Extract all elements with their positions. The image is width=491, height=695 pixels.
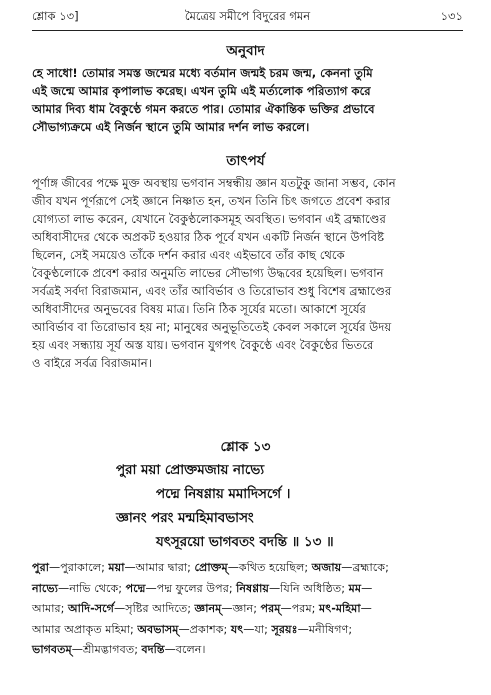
translation-heading: অনুবাদ xyxy=(226,43,265,59)
verse-line: পুরা ময়া প্রোক্তমজায় নাভ্যে xyxy=(116,463,265,478)
synonym-term: মৎ-মহিমা xyxy=(319,602,361,615)
synonym-meaning: — xyxy=(360,602,372,615)
purport-line: হয় এবং সন্ধ্যায় সূর্য অস্ত যায়। ভগবান যুগপৎ বৈকুণ্ঠে এবং বৈকুণ্ঠের ভিতরে xyxy=(32,338,374,352)
synonym-term: পদ্মে xyxy=(125,581,146,595)
synonym-term: নিষণ্ণায় xyxy=(236,581,269,595)
synonym-term: নাভ্যে xyxy=(32,581,58,595)
purport-heading: তাৎপর্য xyxy=(226,153,265,169)
purport-line: সর্বত্রই সর্বদা বিরাজমান, এবং তাঁর আবির্ভাব ও তিরোভাব শুধু বিশেষ ব্রহ্মাণ্ডের xyxy=(32,284,392,298)
synonym-term: অবভাসম্ xyxy=(137,622,179,636)
synonym-meaning: —ব্রহ্মাকে; xyxy=(341,561,389,574)
translation-text xyxy=(32,64,463,136)
translation-line: আমার দিব্য ধাম বৈকুণ্ঠে গমন করতে পার। তোমার ঐকান্তিক ভক্তির প্রভাবে xyxy=(32,102,375,116)
translation-line: সৌভাগ্যক্রমে এই নির্জন স্থানে তুমি আমার দর্শন লাভ করলে। xyxy=(32,120,310,134)
translation-line: হে সাধো! তোমার সমস্ত জন্মের মধ্যে বর্তমান জন্মই চরম জন্ম, কেননা তুমি xyxy=(32,66,373,80)
word-for-word-synonyms xyxy=(32,558,463,661)
synonym-line xyxy=(32,558,463,579)
purport-line: বৈকুণ্ঠলোকে প্রবেশ করার অনুমতি লাভের সৌভাগ্য উদ্ধবের হয়েছিল। ভগবান xyxy=(32,266,384,280)
synonym-meaning: —পুরাকালে; xyxy=(49,561,109,574)
synonym-term: আদি-সর্গে xyxy=(68,602,114,615)
header-verse-ref: শ্লোক ১৩] xyxy=(32,9,79,23)
synonym-meaning: —বলেন। xyxy=(164,643,206,656)
synonym-meaning: —যিনি অধিষ্ঠিত; xyxy=(268,581,349,595)
verse-heading: শ্লোক ১৩ xyxy=(220,439,271,455)
synonym-meaning: —পরম; xyxy=(280,602,319,615)
page-number: ১৩১ xyxy=(440,9,463,23)
purport-line: ছিলেন, সেই সময়েও তাঁকে দর্শন করার এবং এইভাবে তাঁর কাছ থেকে xyxy=(32,248,345,262)
synonym-term: জ্ঞানম্ xyxy=(194,602,222,615)
synonym-meaning: —নাভি থেকে; xyxy=(58,581,126,595)
synonym-meaning: —প্রকাশক; xyxy=(178,622,231,636)
synonym-term: বদন্তি xyxy=(141,643,165,656)
synonym-term: মম xyxy=(348,581,362,595)
synonym-line xyxy=(32,640,463,661)
purport-line: পূর্ণাঙ্গ জীবের পক্ষে মুক্ত অবস্থায় ভগবান সম্বন্ধীয় জ্ঞান যতটুকু জানা সম্ভব, কোন xyxy=(32,176,396,190)
header-rule xyxy=(32,30,463,31)
synonym-line xyxy=(32,579,463,600)
synonym-meaning: আমার অপ্রাকৃত মহিমা; xyxy=(32,622,138,636)
verse-line: যৎসূরয়ো ভাগবতং বদন্তি ॥ ১৩ ॥ xyxy=(156,535,334,550)
verse-line: জ্ঞানং পরং মন্মহিমাবভাসং xyxy=(116,511,254,526)
header-chapter-title: মৈত্রেয় সমীপে বিদুরের গমন xyxy=(184,9,311,23)
translation-line: এই জন্মে আমার কৃপালাভ করেছ। এখন তুমি এই মর্ত্যলোক পরিত্যাগ করে xyxy=(32,84,371,98)
purport-line: আবির্ভাব বা তিরোভাব হয় না; মানুষের অনুভূতিতেই কেবল সকালে সূর্যের উদয় xyxy=(32,320,392,334)
synonym-line xyxy=(32,620,463,641)
synonym-meaning: —আমার দ্বারা; xyxy=(124,561,195,574)
purport-text xyxy=(32,174,463,372)
synonym-meaning: আমার; xyxy=(32,602,68,615)
synonym-term: পরম্ xyxy=(260,602,281,615)
synonym-term: প্রোক্তম্ xyxy=(194,561,228,574)
synonym-term: অজায় xyxy=(311,561,342,574)
synonym-meaning: —সৃষ্টির আদিতে; xyxy=(114,602,195,615)
purport-line: যোগ্যতা লাভ করেন, যেখানে বৈকুণ্ঠলোকসমূহ অবস্থিত। ভগবান এই ব্রহ্মাণ্ডের xyxy=(32,212,386,226)
synonym-meaning: —মনীষিগণ; xyxy=(297,622,353,636)
synonym-line xyxy=(32,599,463,620)
verse-line: পদ্মে নিষণ্ণায় মমাদিসর্গে । xyxy=(156,487,291,502)
synonym-term: পুরা xyxy=(32,561,49,574)
synonym-meaning: —শ্রীমদ্ভাগবত; xyxy=(71,643,142,656)
running-header xyxy=(32,8,463,26)
synonym-term: সূরয়ঃ xyxy=(271,622,298,636)
synonym-meaning: — xyxy=(361,581,373,595)
synonym-meaning: —কথিত হয়েছিল; xyxy=(227,561,312,574)
synonym-term: ভাগবতম্ xyxy=(32,643,72,656)
synonym-term: ময়া xyxy=(108,561,125,574)
purport-line: অধিবাসীদের অনুভবের বিষয় মাত্র। তিনি ঠিক সূর্যের মতো। আকাশে সূর্যের xyxy=(32,302,366,316)
purport-line: অধিবাসীদের থেকে অপ্রকট হওয়ার ঠিক পূর্বে যখন একটি নির্জন স্থানে উপবিষ্ট xyxy=(32,230,385,244)
purport-line: ও বাইরে সর্বত্র বিরাজমান। xyxy=(32,356,152,370)
synonym-meaning: —জ্ঞান; xyxy=(221,602,261,615)
synonym-meaning: —পদ্ম ফুলের উপর; xyxy=(145,581,237,595)
synonym-term: যৎ xyxy=(230,622,244,636)
synonym-meaning: —যা; xyxy=(243,622,272,636)
purport-line: জীব যখন পূর্ণরূপে সেই জ্ঞানে নিষ্ণাত হন, তখন তিনি চিৎ জগতে প্রবেশ করার xyxy=(32,194,391,208)
